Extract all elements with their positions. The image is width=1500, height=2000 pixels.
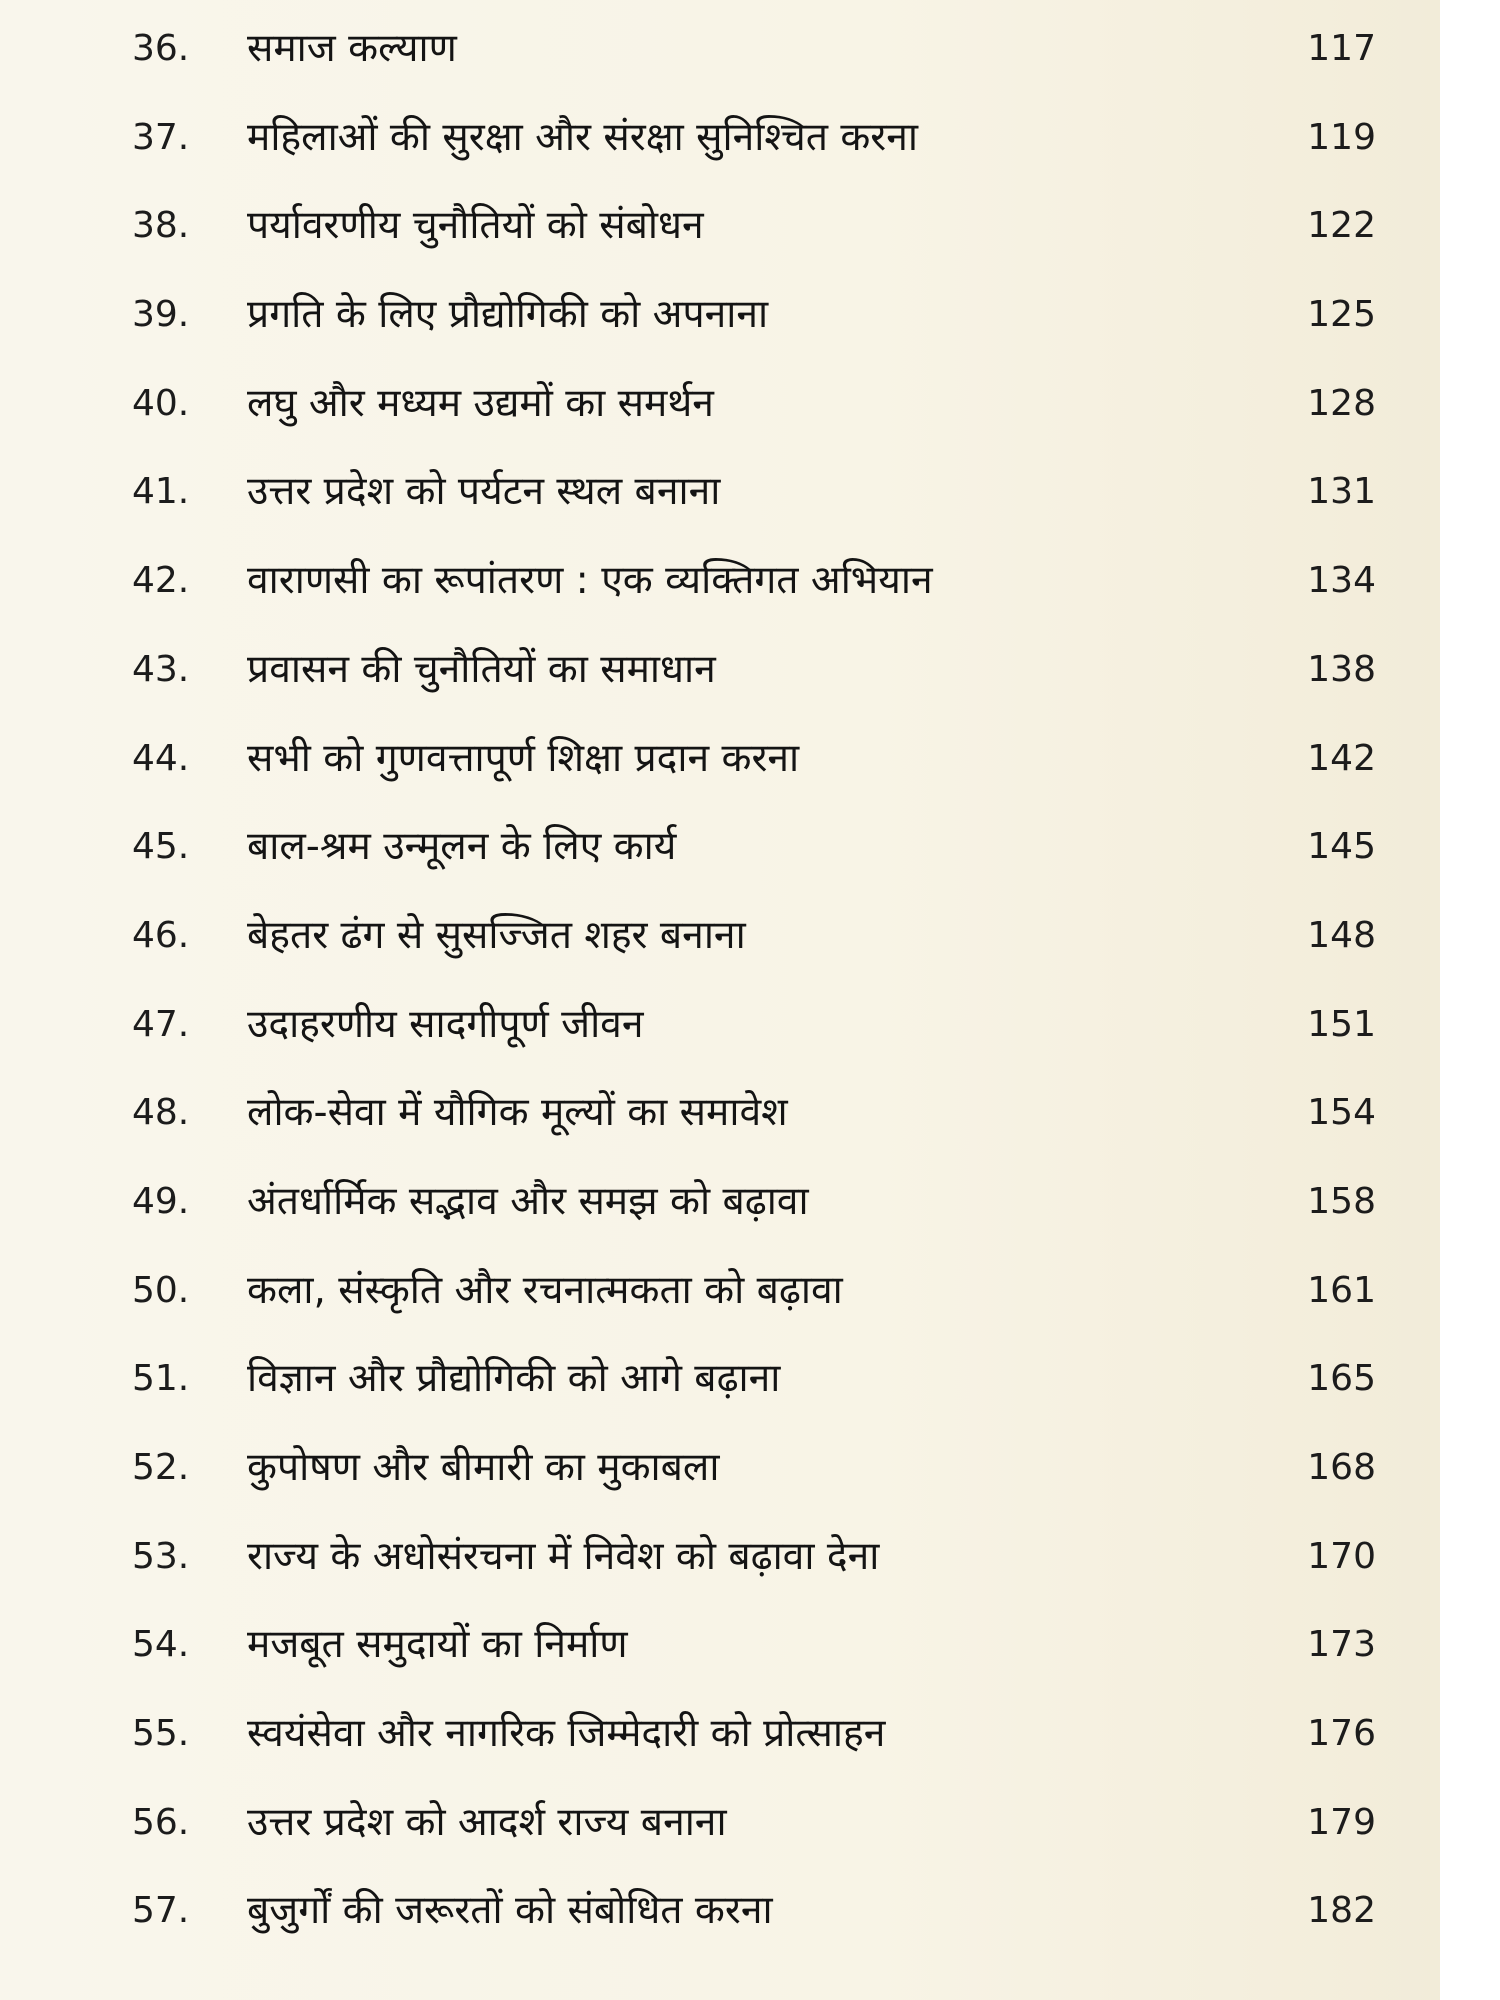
- chapter-number: 47.: [132, 1003, 190, 1045]
- page-number: 168: [1307, 1447, 1376, 1488]
- page-number: 154: [1307, 1092, 1376, 1134]
- chapter-title: बुजुर्गों की जरूरतों को संबोधित करना: [247, 1888, 773, 1934]
- toc-entry: [0, 1513, 1440, 1602]
- chapter-number: 42.: [132, 560, 190, 602]
- toc-entry: [0, 1424, 1440, 1513]
- toc-entry: [0, 5, 1440, 94]
- chapter-number: 43.: [132, 648, 190, 690]
- toc-entry: [0, 626, 1440, 715]
- chapter-title: उदाहरणीय सादगीपूर्ण जीवन: [247, 1001, 644, 1047]
- chapter-title: उत्तर प्रदेश को आदर्श राज्य बनाना: [247, 1799, 727, 1845]
- chapter-title: महिलाओं की सुरक्षा और संरक्षा सुनिश्चित करना: [247, 114, 919, 160]
- chapter-number: 37.: [132, 116, 190, 158]
- chapter-title: लोक-सेवा में यौगिक मूल्यों का समावेश: [247, 1090, 788, 1136]
- chapter-title: समाज कल्याण: [247, 26, 457, 71]
- page-number: 145: [1307, 826, 1376, 868]
- chapter-number: 54.: [132, 1624, 190, 1666]
- toc-entry: [0, 1779, 1440, 1868]
- toc-entry: [0, 1158, 1440, 1247]
- page-number: 151: [1307, 1003, 1376, 1045]
- chapter-title: प्रगति के लिए प्रौद्योगिकी को अपनाना: [247, 292, 769, 338]
- chapter-number: 40.: [132, 382, 190, 424]
- page-number: 170: [1307, 1535, 1376, 1577]
- toc-entry: [0, 360, 1440, 449]
- chapter-number: 55.: [132, 1713, 190, 1755]
- page-number: 182: [1307, 1890, 1376, 1932]
- page-number: 165: [1307, 1358, 1376, 1400]
- chapter-number: 56.: [132, 1801, 190, 1843]
- page-number: 131: [1307, 471, 1376, 513]
- page-number: 119: [1307, 116, 1376, 158]
- page-number: 158: [1307, 1180, 1376, 1222]
- toc-entry: [0, 537, 1440, 626]
- chapter-title: कुपोषण और बीमारी का मुकाबला: [247, 1445, 720, 1490]
- chapter-title: अंतर्धार्मिक सद्भाव और समझ को बढ़ावा: [247, 1178, 809, 1224]
- chapter-number: 44.: [132, 737, 190, 779]
- toc-entry: [0, 892, 1440, 981]
- toc-entry: [0, 448, 1440, 537]
- page-number: 173: [1307, 1624, 1376, 1666]
- chapter-title: मजबूत समुदायों का निर्माण: [247, 1622, 628, 1668]
- chapter-title: विज्ञान और प्रौद्योगिकी को आगे बढ़ाना: [247, 1356, 781, 1402]
- chapter-title: स्वयंसेवा और नागरिक जिम्मेदारी को प्रोत्साहन: [247, 1711, 886, 1757]
- toc-entry: [0, 1690, 1440, 1779]
- chapter-number: 41.: [132, 471, 190, 513]
- page-number: 134: [1307, 560, 1376, 602]
- page-number: 161: [1307, 1269, 1376, 1311]
- page-number: 176: [1307, 1713, 1376, 1755]
- chapter-number: 49.: [132, 1180, 190, 1222]
- page-number: 179: [1307, 1801, 1376, 1843]
- toc-entry: [0, 1867, 1440, 1956]
- chapter-number: 57.: [132, 1890, 190, 1932]
- toc-entry: [0, 1335, 1440, 1424]
- chapter-number: 52.: [132, 1447, 190, 1488]
- page-number: 138: [1307, 648, 1376, 690]
- chapter-title: लघु और मध्यम उद्यमों का समर्थन: [247, 380, 714, 426]
- page-number: 125: [1307, 294, 1376, 336]
- toc-entry: [0, 1069, 1440, 1158]
- chapter-title: बेहतर ढंग से सुसज्जित शहर बनाना: [247, 912, 746, 958]
- chapter-number: 48.: [132, 1092, 190, 1134]
- chapter-number: 53.: [132, 1535, 190, 1577]
- chapter-number: 45.: [132, 826, 190, 868]
- toc-entry: [0, 94, 1440, 183]
- chapter-number: 39.: [132, 294, 190, 336]
- toc-entry: [0, 1601, 1440, 1690]
- toc-entry: [0, 1247, 1440, 1336]
- chapter-number: 46.: [132, 914, 190, 956]
- chapter-title: उत्तर प्रदेश को पर्यटन स्थल बनाना: [247, 469, 721, 515]
- chapter-title: प्रवासन की चुनौतियों का समाधान: [247, 646, 716, 692]
- chapter-number: 36.: [132, 28, 190, 69]
- toc-entry: [0, 715, 1440, 804]
- toc-entry: [0, 803, 1440, 892]
- page-number: 148: [1307, 914, 1376, 956]
- chapter-title: सभी को गुणवत्तापूर्ण शिक्षा प्रदान करना: [247, 735, 800, 781]
- chapter-number: 51.: [132, 1358, 190, 1400]
- chapter-title: कला, संस्कृति और रचनात्मकता को बढ़ावा: [247, 1267, 843, 1313]
- chapter-number: 38.: [132, 205, 190, 247]
- chapter-number: 50.: [132, 1269, 190, 1311]
- page-number: 122: [1307, 205, 1376, 247]
- chapter-title: राज्य के अधोसंरचना में निवेश को बढ़ावा देना: [247, 1533, 880, 1579]
- page-number: 128: [1307, 382, 1376, 424]
- toc-entry: [0, 981, 1440, 1070]
- page-number: 142: [1307, 737, 1376, 779]
- chapter-title: वाराणसी का रूपांतरण : एक व्यक्तिगत अभियान: [247, 558, 933, 604]
- toc-entry: [0, 271, 1440, 360]
- chapter-title: बाल-श्रम उन्मूलन के लिए कार्य: [247, 824, 677, 870]
- page-number: 117: [1307, 28, 1376, 69]
- chapter-title: पर्यावरणीय चुनौतियों को संबोधन: [247, 203, 704, 249]
- toc-entry: [0, 182, 1440, 271]
